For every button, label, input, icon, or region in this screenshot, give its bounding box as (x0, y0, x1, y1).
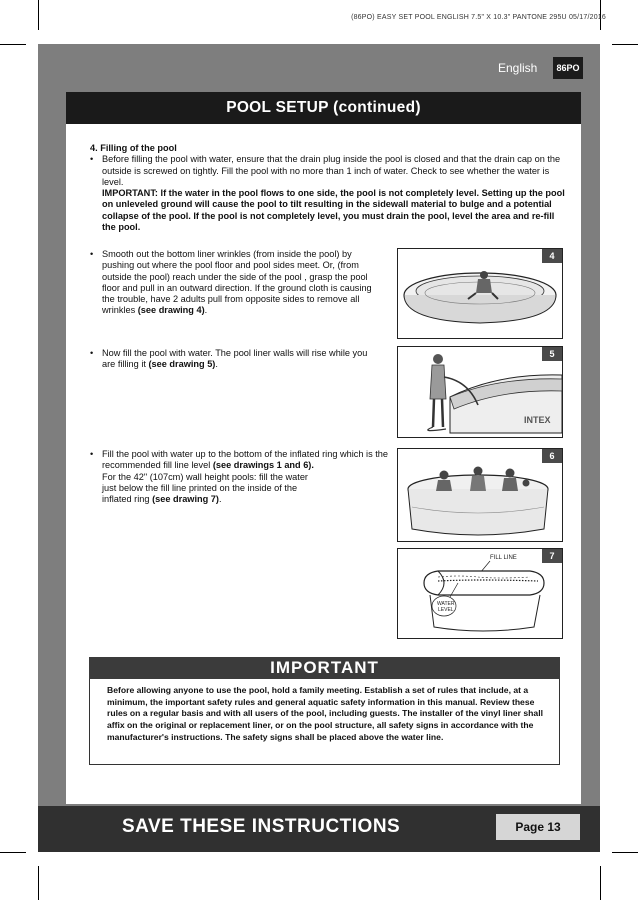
list-item: • Now fill the pool with water. The pool liner walls will rise while you are filling it (see drawing 5). (90, 348, 368, 370)
drawing-number: 5 (542, 347, 562, 361)
drawing-5-reference: (see drawing 5) (148, 359, 216, 370)
drawing-5 (397, 346, 563, 438)
drawing-6 (397, 448, 563, 542)
language-label: English (498, 61, 538, 75)
list-item: • Fill the pool with water up to the bottom of the inflated ring which is the recommended fill line level (see drawings 1 and 6). For the 42" (107cm) wall height pools: fill the water just below the fill line printed on the inside of the inflated ring (see drawing 7). (90, 449, 388, 505)
page-number: Page 13 (496, 814, 580, 840)
crop-mark (612, 44, 638, 45)
filling-bullet-2-block (90, 249, 382, 317)
list-item: • Smooth out the bottom liner wrinkles (from inside the pool) by pushing out where the pool floor and pool sides meet. Or, (from outside the pool) reach under the side of the pool , grasp the pool floor and pull in an outward direction. If the ground cloth is causing the trouble, have 2 adults pull from opposite sides to remove all wrinkles (see drawing 4). (90, 249, 372, 316)
list-item (90, 154, 565, 233)
pool-in-use-illustration (398, 449, 562, 541)
filling-heading: 4. Filling of the pool (90, 143, 177, 153)
filling-bullet-3-block (90, 348, 375, 371)
drawing-7-reference: (see drawing 7) (152, 494, 219, 505)
drawing-number: 4 (542, 249, 562, 263)
bullet: • (90, 348, 94, 358)
bullet: • (90, 249, 94, 259)
filling-bullet-1: Before filling the pool with water, ensure that the drain plug inside the pool is closed and that the drain cap on the outside is screwed on tightly. Fill the pool with no more than 1 inch of water. Check to see whether the water is level. (102, 154, 561, 187)
crop-mark (600, 866, 601, 900)
drawing-7 (397, 548, 563, 639)
print-slug: (86PO) EASY SET POOL ENGLISH 7.5" X 10.3" PANTONE 295U 05/17/2016 (351, 14, 606, 21)
fill-line-label: FILL LINE (490, 555, 517, 561)
crop-mark (0, 44, 26, 45)
filling-bullet-4b: For the 42" (107cm) wall height pools: fill the water just below the fill line printed on the inside of the inflated ring (102, 471, 308, 505)
section-title: POOL SETUP (continued) (66, 92, 581, 124)
water-level-label-2: LEVEL (438, 607, 454, 613)
drawing-number: 7 (542, 549, 562, 563)
pool-filling-illustration (398, 347, 562, 437)
model-code-badge: 86PO (553, 57, 583, 79)
important-text: Before allowing anyone to use the pool, hold a family meeting. Establish a set of rules that include, at a minimum, the important safety rules and general aquatic safety information in this manual. Review these rules on a regular basis and with all users of the pool, including guests. The installer of the vinyl liner shall affix on the original or replacement liner, or on the pool structure, all safety signs in accordance with the manufacturer's instructions. The safety signs shall be placed above the water line. (107, 685, 543, 742)
crop-mark (612, 852, 638, 853)
fill-line-diagram (398, 549, 562, 638)
bullet: • (90, 154, 94, 165)
save-instructions: SAVE THESE INSTRUCTIONS (122, 816, 401, 837)
drawing-1-6-reference: (see drawings 1 and 6). (212, 460, 314, 471)
pool-smoothing-illustration (398, 249, 562, 338)
filling-intro (90, 143, 565, 233)
bullet: • (90, 449, 94, 459)
crop-mark (38, 0, 39, 30)
drawing-4 (397, 248, 563, 339)
crop-mark (0, 852, 26, 853)
drawing-4-reference: (see drawing 4) (137, 305, 205, 316)
crop-mark (38, 866, 39, 900)
filling-bullet-2: Smooth out the bottom liner wrinkles (from inside the pool) by pushing out where the pool floor and pool sides meet. Or, (from outside the pool) reach under the side of the pool , grasp the pool floor and pull in an outward direction. If the ground cloth is causing the trouble, have 2 adults pull from opposite sides to remove all wrinkles (102, 249, 372, 316)
filling-important: IMPORTANT: If the water in the pool flows to one side, the pool is not completely level. Setting up the pool on unleveled ground will cause the pool to tilt resulting in the sidewall material to bulge and a potential collapse of the pool. If the pool is not completely level, you must drain the pool, level the area and re-fill the pool. (102, 188, 565, 233)
filling-bullet-4-block (90, 449, 390, 505)
filling-bullet-3: Now fill the pool with water. The pool liner walls will rise while you are filling it (102, 348, 368, 370)
brand-logo: INTEX (524, 415, 551, 425)
water-level-label-1: WATER (437, 601, 455, 607)
important-title: IMPORTANT (89, 657, 560, 679)
filling-bullet-4a: Fill the pool with water up to the bottom of the inflated ring which is the recommended fill line level (102, 449, 388, 471)
drawing-number: 6 (542, 449, 562, 463)
